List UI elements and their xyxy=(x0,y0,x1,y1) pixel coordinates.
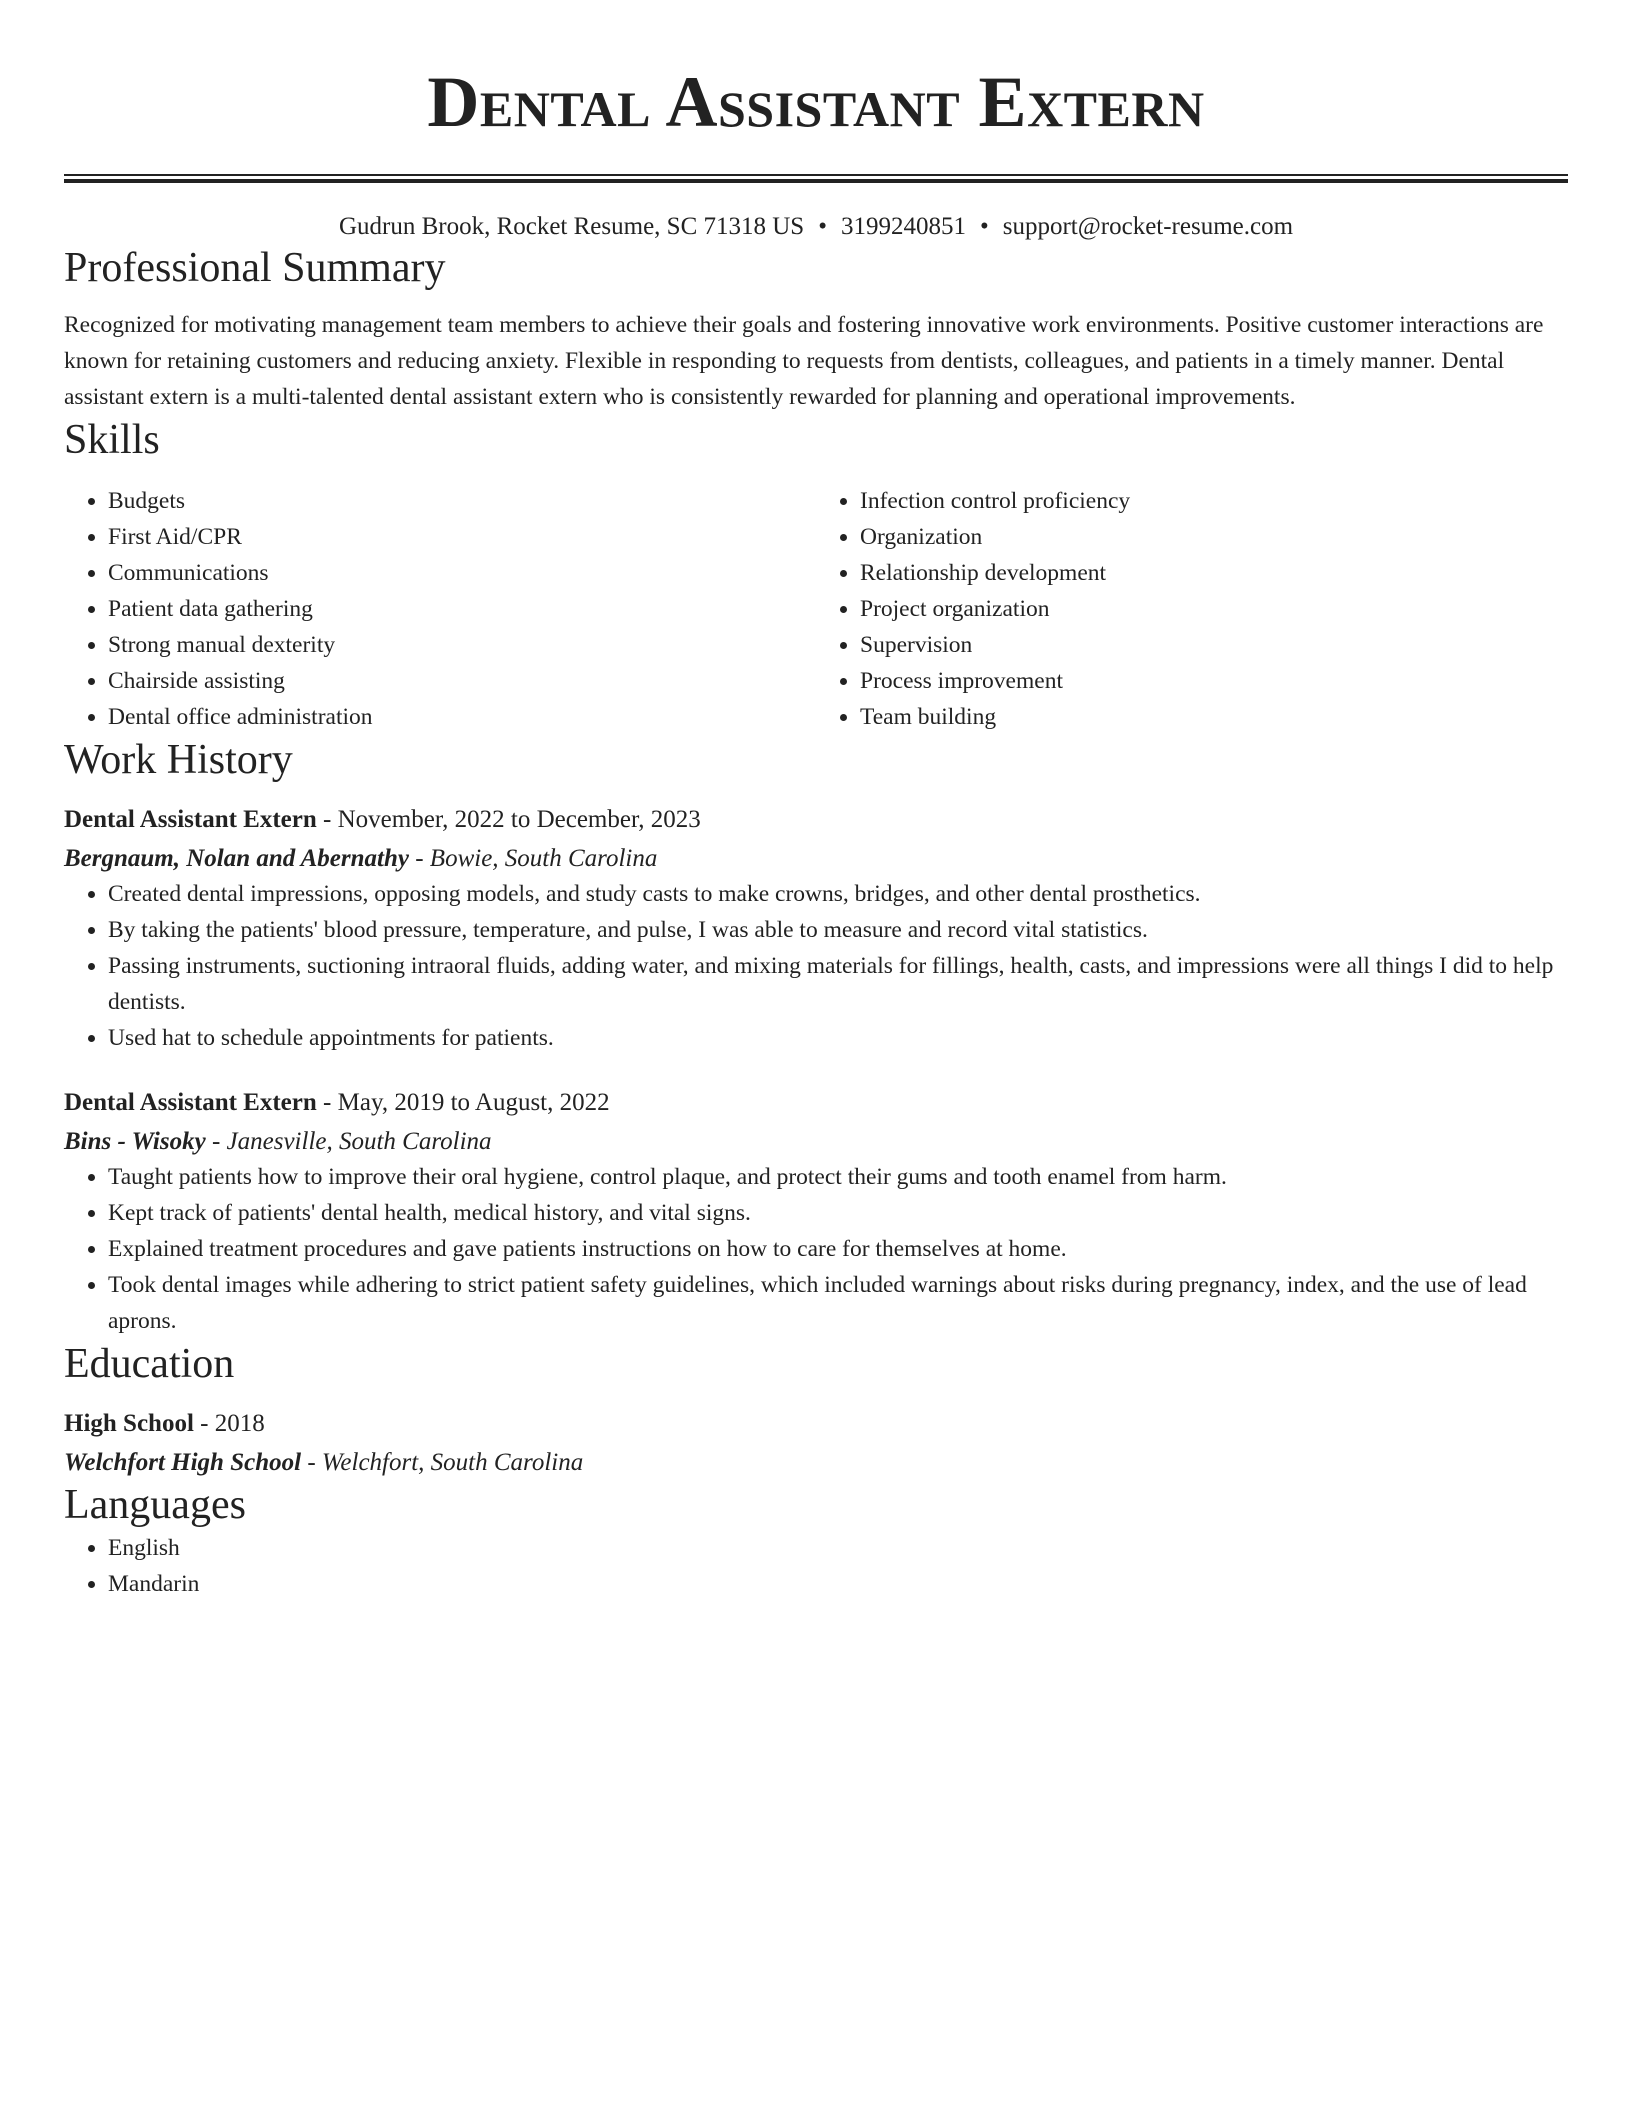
skills-columns xyxy=(64,483,1568,735)
contact-address: Gudrun Brook, Rocket Resume, SC 71318 US xyxy=(338,213,805,240)
skill-item: • Organization xyxy=(860,519,1568,555)
job-duty: • By taking the patients' blood pressure, temperature, and pulse, I was able to measure and record vital statistics. xyxy=(108,912,1568,948)
skills-list-left xyxy=(64,483,816,735)
skills-list-right xyxy=(816,483,1568,735)
skills-heading: Skills xyxy=(64,417,160,463)
summary-text: Recognized for motivating management team members to achieve their goals and fostering innovative work environments. Positive customer interactions are known for retaining customers and reducing anxiety. Flexible in responding to requests from dentists, colleagues, and patients in a timely manner. Dental assistant extern is a multi-talented dental assistant extern who is consistently rewarded for planning and operational improvements. xyxy=(64,312,1544,410)
skill-item: • Project organization xyxy=(860,591,1568,627)
education-degree: High School xyxy=(64,1410,194,1437)
skill-item: • Strong manual dexterity xyxy=(108,627,816,663)
summary-heading: Professional Summary xyxy=(64,245,446,291)
job-company: Bergnaum, Nolan and Abernathy xyxy=(64,845,409,872)
job-dates: - November, 2022 to December, 2023 xyxy=(316,806,701,833)
education-location: - Welchfort, South Carolina xyxy=(301,1449,584,1476)
job-duty: • Created dental impressions, opposing models, and study casts to make crowns, bridges, and other dental prosthetics. xyxy=(108,876,1568,912)
contact-separator: • xyxy=(979,213,989,240)
job-location: - Bowie, South Carolina xyxy=(408,845,658,872)
work-history-heading: Work History xyxy=(64,737,293,783)
job-duties-list xyxy=(64,1159,1568,1339)
contact-email: support@rocket-resume.com xyxy=(1002,213,1294,240)
job-duties-list xyxy=(64,876,1568,1056)
education-degree-line xyxy=(64,1407,1568,1441)
skill-item: • Patient data gathering xyxy=(108,591,816,627)
job-employer-line xyxy=(64,1125,1568,1159)
skill-item: • Budgets xyxy=(108,483,816,519)
header-divider xyxy=(64,174,1568,183)
job-duty: • Kept track of patients' dental health, medical history, and vital signs. xyxy=(108,1195,1568,1231)
job-title-line xyxy=(64,803,1568,837)
skill-item: • First Aid/CPR xyxy=(108,519,816,555)
languages-list xyxy=(64,1530,1568,1602)
language-item: • English xyxy=(108,1530,1568,1566)
skill-item: • Chairside assisting xyxy=(108,663,816,699)
job-title-line xyxy=(64,1086,1568,1120)
education-year: - 2018 xyxy=(193,1410,265,1437)
language-item: • Mandarin xyxy=(108,1566,1568,1602)
education-school: Welchfort High School xyxy=(64,1449,302,1476)
skill-item: • Supervision xyxy=(860,627,1568,663)
skill-item: • Process improvement xyxy=(860,663,1568,699)
skill-item: • Communications xyxy=(108,555,816,591)
education-school-line xyxy=(64,1446,1568,1480)
education-heading: Education xyxy=(64,1341,235,1387)
job-duty: • Explained treatment procedures and gave patients instructions on how to care for themselves at home. xyxy=(108,1231,1568,1267)
skill-item: • Team building xyxy=(860,699,1568,735)
candidate-name: Dental Assistant Extern xyxy=(427,62,1205,142)
job-duty: • Passing instruments, suctioning intraoral fluids, adding water, and mixing materials for fillings, health, casts, and impressions were all things I did to help dentists. xyxy=(108,948,1568,1020)
job-duty: • Used hat to schedule appointments for patients. xyxy=(108,1020,1568,1056)
job-duty: • Taught patients how to improve their oral hygiene, control plaque, and protect their gums and tooth enamel from harm. xyxy=(108,1159,1568,1195)
job-duty: • Took dental images while adhering to strict patient safety guidelines, which included warnings about risks during pregnancy, index, and the use of lead aprons. xyxy=(108,1267,1568,1339)
job-position: Dental Assistant Extern xyxy=(64,1089,317,1116)
contact-phone: 3199240851 xyxy=(840,213,966,240)
skill-item: • Infection control proficiency xyxy=(860,483,1568,519)
contact-separator: • xyxy=(818,213,827,240)
job-employer-line xyxy=(64,842,1568,876)
languages-heading: Languages xyxy=(64,1482,246,1528)
job-company: Bins - Wisoky xyxy=(64,1128,206,1155)
job-position: Dental Assistant Extern xyxy=(64,806,317,833)
contact-line xyxy=(64,211,1568,243)
skill-item: • Dental office administration xyxy=(108,699,816,735)
job-dates: - May, 2019 to August, 2022 xyxy=(316,1089,610,1116)
job-location: - Janesville, South Carolina xyxy=(205,1128,492,1155)
skill-item: • Relationship development xyxy=(860,555,1568,591)
